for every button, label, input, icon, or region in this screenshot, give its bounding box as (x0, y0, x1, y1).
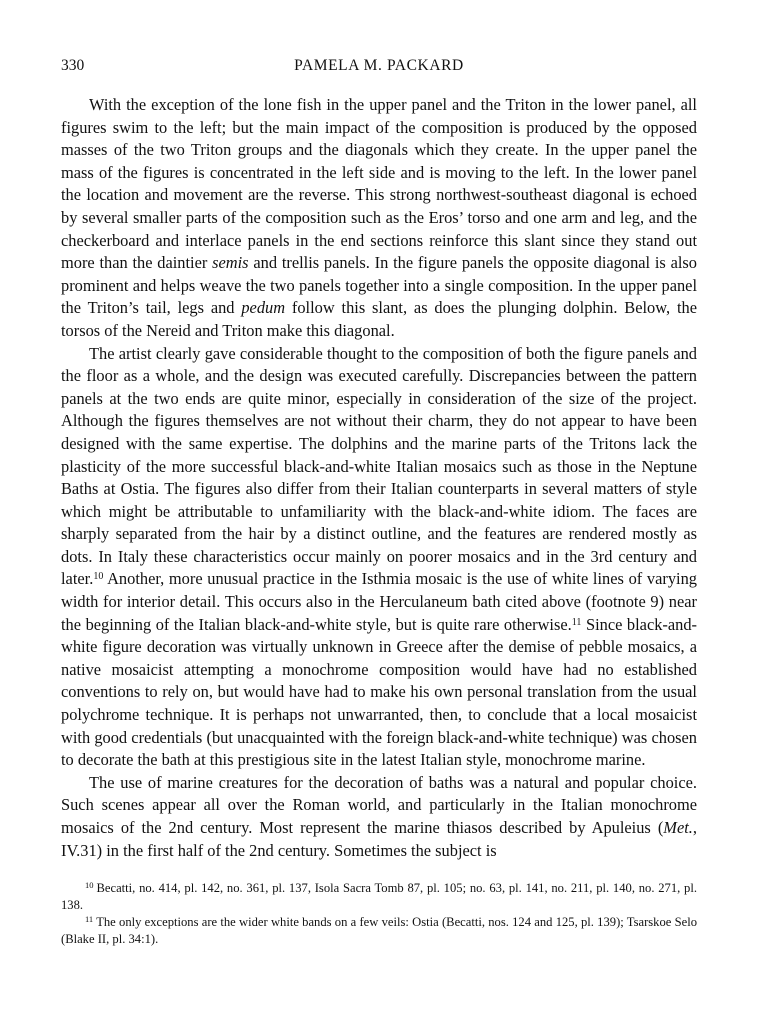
footnote-reference: 11 (571, 616, 582, 628)
paragraph-text: Another, more unusual practice in the Isthmia mosaic is the use of white lines of varying width for interior detail. This occurs also in the Herculaneum bath cited above (footnote 9) near the beginning of the Italian black-and-white style, but is quite rare otherwise. (61, 569, 697, 634)
paragraph-text: The use of marine creatures for the decoration of baths was a natural and popular choice. Such scenes appear all over the Roman world, and particularly in the Italian monochrome mosaics of the 2nd century. Most represent the marine thiasos described by Apuleius ( (61, 772, 697, 837)
paragraph-text: With the exception of the lone fish in the upper panel and the Triton in the lower panel, all figures swim to the left; but the main impact of the composition is produced by the opposed masses of the two Triton groups and the diagonals which they create. In the upper panel the mass of the figures is concentrated in the left side and is moving to the left. In the lower panel the location and movement are the reverse. This strong northwest-southeast diagonal is echoed by several smaller parts of the composition such as the Eros’ torso and one arm and leg, and the checkerboard and interlace panels in the end sections reinforce this slant since they stand out more than the daintier (61, 95, 697, 273)
footnote-text: Becatti, no. 414, pl. 142, no. 361, pl. 137, Isola Sacra Tomb 87, pl. 105; no. 63, pl. 141, no. 211, pl. 140, no. 271, pl. 138. (61, 881, 697, 912)
footnote (61, 914, 697, 948)
italic-term: pedum (241, 298, 286, 318)
article-body (61, 94, 697, 862)
paragraph-text: , IV.31) in the first half of the 2nd century. Sometimes the subject is (61, 818, 697, 860)
footnote-number: 10 (85, 880, 94, 890)
paragraph-text: and trellis panels. In the figure panels the opposite diagonal is also prominent and helps weave the two panels together into a single composition. In the upper panel the Triton’s tail, legs and (61, 253, 698, 318)
page-number: 330 (61, 57, 85, 74)
footnote-number: 11 (85, 914, 94, 924)
footnotes (61, 880, 697, 948)
italic-term: semis (212, 253, 249, 273)
body-paragraph (61, 772, 697, 862)
footnote-text: The only exceptions are the wider white bands on a few veils: Ostia (Becatti, nos. 124 and 125, pl. 139); Tsarskoe Selo (Blake II, pl. 34:1). (61, 915, 697, 946)
italic-term: Met. (663, 818, 693, 837)
page-header (61, 57, 697, 79)
paragraph-text: Since black-and-white figure decoration was virtually unknown in Greece after the demise of pebble mosaics, a native mosaicist attempting a monochrome composition would have had no established conventions to rely on, but would have had to make his own personal translation from the usual polychrome technique. It is perhaps not unwarranted, then, to conclude that a local mosaicist with good credentials (but unacquainted with the foreign black-and-white technique) was chosen to decorate the bath at this prestigious site in the latest Italian style, monochrome marine. (61, 614, 697, 770)
paragraph-text: follow this slant, as does the plunging dolphin. Below, the torsos of the Nereid and Triton make this diagonal. (61, 298, 697, 340)
paragraph-text: The artist clearly gave considerable thought to the composition of both the figure panels and the floor as a whole, and the design was executed carefully. Discrepancies between the pattern panels at the two ends are quite minor, especially in consideration of the size of the project. Although the figures themselves are not without their charm, they do not appear to have been designed with the same expertise. The dolphins and the marine parts of the Tritons lack the plasticity of the more successful black-and-white Italian mosaics such as those in the Neptune Baths at Ostia. The figures also differ from their Italian counterparts in several matters of style which might be attributable to unfamiliarity with the black-and-white idiom. The faces are sharply separated from the hair by a distinct outline, and the features are rendered mostly as dots. In Italy these characteristics occur mainly on poorer mosaics and in the 3rd century and later. (61, 343, 697, 589)
body-paragraph (61, 94, 697, 343)
footnote-reference: 10 (93, 571, 104, 583)
running-head: PAMELA M. PACKARD (294, 57, 464, 74)
body-paragraph (61, 343, 697, 772)
footnote (61, 880, 697, 914)
